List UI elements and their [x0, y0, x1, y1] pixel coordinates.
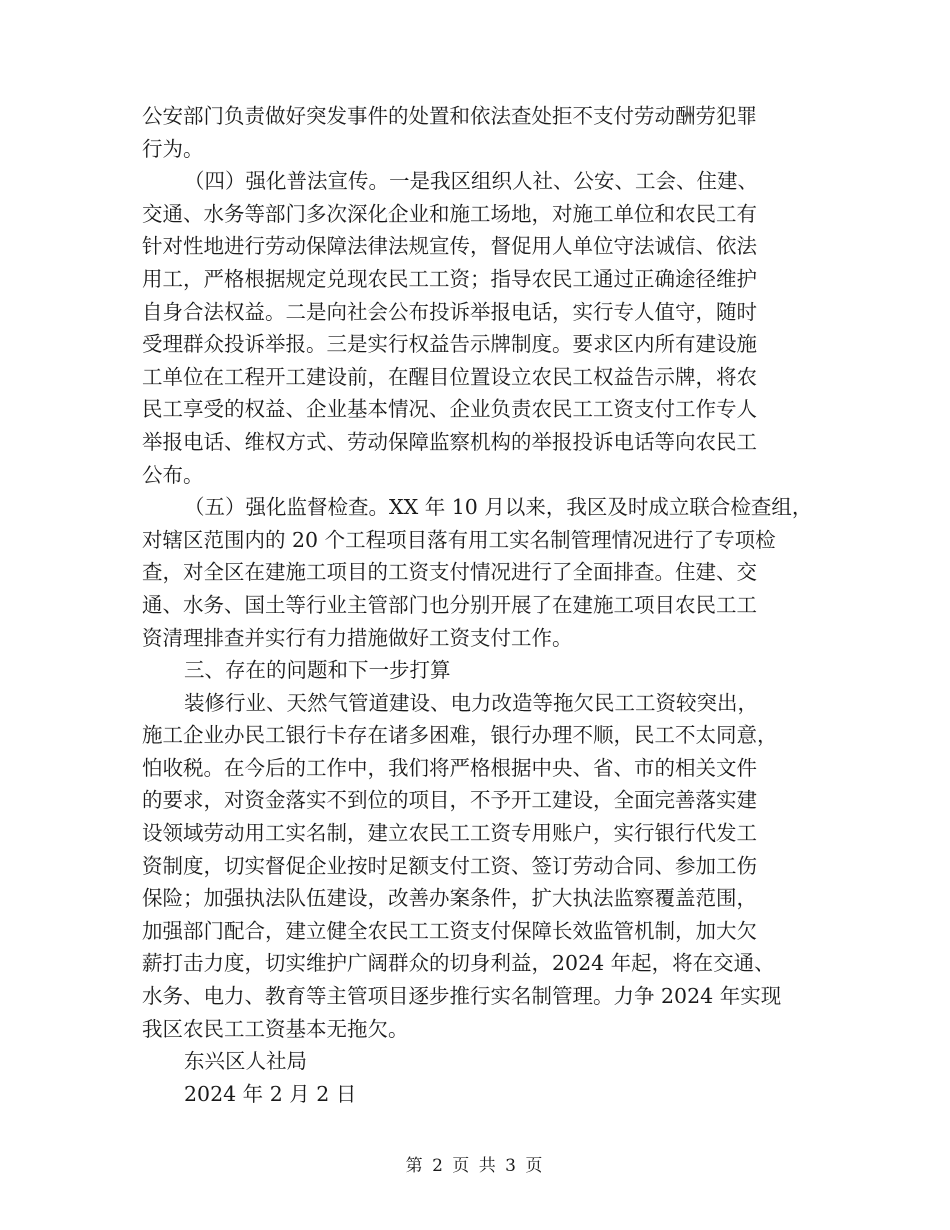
text-line: 举报电话、维权方式、劳动保障监察机构的举报投诉电话等向农民工 — [142, 429, 757, 454]
text-line: 行为。 — [142, 136, 204, 161]
text-line: 受理群众投诉举报。三是实行权益告示牌制度。要求区内所有建设施 — [142, 332, 757, 357]
text-line: （四）强化普法宣传。一是我区组织人社、公安、工会、住建、 — [184, 169, 758, 194]
text-line: 三、存在的问题和下一步打算 — [184, 658, 451, 683]
text-line: 我区农民工工资基本无拖欠。 — [142, 1016, 409, 1041]
text-line: 工单位在工程开工建设前，在醒目位置设立农民工权益告示牌，将农 — [142, 364, 757, 389]
text-line: 怕收税。在今后的工作中，我们将严格根据中央、省、市的相关文件 — [142, 755, 757, 780]
text-line: 设领域劳动用工实名制，建立农民工工资专用账户，实行银行代发工 — [142, 821, 757, 846]
text-line: 资制度，切实督促企业按时足额支付工资、签订劳动合同、参加工伤 — [142, 853, 757, 878]
text-line: 东兴区人社局 — [184, 1049, 307, 1074]
text-line: 公安部门负责做好突发事件的处置和依法查处拒不支付劳动酬劳犯罪 — [142, 104, 757, 128]
text-line: 资清理排查并实行有力措施做好工资支付工作。 — [142, 625, 573, 650]
text-line: 保险；加强执法队伍建设，改善办案条件，扩大执法监察覆盖范围， — [142, 886, 757, 911]
text-line: （五）强化监督检查。XX 年 10 月以来，我区及时成立联合检查组， — [184, 495, 813, 520]
text-line: 对辖区范围内的 20 个工程项目落有用工实名制管理情况进行了专项检 — [142, 527, 776, 552]
text-line: 的要求，对资金落实不到位的项目，不予开工建设，全面完善落实建 — [142, 788, 757, 813]
text-line: 用工，严格根据规定兑现农民工工资；指导农民工通过正确途径维护 — [142, 266, 757, 291]
text-line: 装修行业、天然气管道建设、电力改造等拖欠民工工资较突出， — [184, 690, 758, 715]
text-line: 公布。 — [142, 462, 204, 487]
text-line: 查，对全区在建施工项目的工资支付情况进行了全面排查。住建、交 — [142, 560, 757, 585]
text-line: 水务、电力、教育等主管项目逐步推行实名制管理。力争 2024 年实现 — [142, 984, 782, 1009]
text-line: 加强部门配合，建立健全农民工工资支付保障长效监管机制，加大欠 — [142, 918, 757, 943]
text-line: 通、水务、国土等行业主管部门也分别开展了在建施工项目农民工工 — [142, 592, 757, 617]
text-line: 薪打击力度，切实维护广阔群众的切身利益，2024 年起，将在交通、 — [142, 951, 775, 976]
document-body — [142, 100, 842, 1110]
text-line: 施工企业办民工银行卡存在诸多困难，银行办理不顺，民工不太同意， — [142, 723, 778, 748]
text-line: 针对性地进行劳动保障法律法规宣传，督促用人单位守法诚信、依法 — [142, 234, 757, 259]
text-line: 民工享受的权益、企业基本情况、企业负责农民工工资支付工作专人 — [142, 397, 757, 422]
text-line: 自身合法权益。二是向社会公布投诉举报电话，实行专人值守，随时 — [142, 299, 757, 324]
text-line: 2024 年 2 月 2 日 — [184, 1081, 357, 1106]
page-footer: 第 2 页 共 3 页 — [405, 1156, 545, 1176]
text-line: 交通、水务等部门多次深化企业和施工场地，对施工单位和农民工有 — [142, 201, 757, 226]
